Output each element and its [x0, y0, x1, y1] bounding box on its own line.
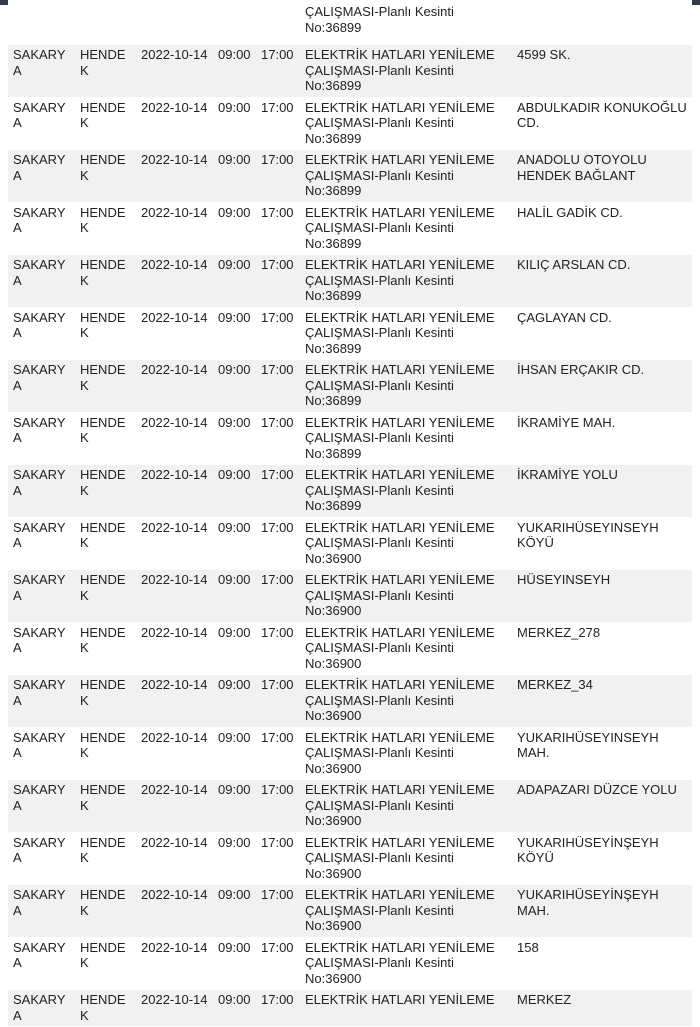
cell-tarih: 2022-10-14	[136, 623, 213, 676]
table-row	[8, 255, 692, 308]
cell-bitis: 17:00	[256, 98, 300, 151]
cell-il: SAKARYA	[8, 45, 75, 98]
cell-baslangic: 09:00	[213, 623, 256, 676]
cell-yer: YUKARIHÜSEYINSEYH MAH.	[512, 728, 692, 781]
cell-baslangic: 09:00	[213, 413, 256, 466]
cell-aciklama	[300, 0, 512, 45]
table-row	[8, 203, 692, 256]
cell-il: SAKARYA	[8, 518, 75, 571]
cell-aciklama	[300, 360, 512, 413]
cell-il: SAKARYA	[8, 98, 75, 151]
cell-ilce: HENDEK	[75, 203, 136, 256]
description-line: ELEKTRİK HATLARI YENİLEME	[305, 257, 495, 272]
description-line: ELEKTRİK HATLARI YENİLEME	[305, 677, 495, 692]
description-line: ELEKTRİK HATLARI YENİLEME	[305, 309, 495, 325]
description-line: ELEKTRİK HATLARI YENİLEME	[305, 414, 495, 430]
cell-aciklama	[300, 45, 512, 98]
description-line: ÇALIŞMASI-Planlı Kesinti	[305, 797, 454, 813]
table-row	[8, 938, 692, 991]
cell-aciklama	[300, 938, 512, 991]
cell-tarih: 2022-10-14	[136, 255, 213, 308]
description-line: ÇALIŞMASI-Planlı Kesinti	[305, 167, 454, 183]
description-line: ELEKTRİK HATLARI YENİLEME	[305, 467, 495, 482]
cell-yer: İKRAMİYE YOLU	[512, 465, 692, 518]
cell-yer: İKRAMİYE MAH.	[512, 413, 692, 466]
description-line: ÇALIŞMASI-Planlı Kesinti	[305, 220, 454, 235]
description-line: No:36900	[305, 760, 362, 776]
description-line: ÇALIŞMASI-Planlı Kesinti	[305, 430, 454, 445]
table-row	[8, 833, 692, 886]
cell-il: SAKARYA	[8, 413, 75, 466]
cell-il: SAKARYA	[8, 675, 75, 728]
cell-ilce: HENDEK	[75, 255, 136, 308]
description-line: ÇALIŞMASI-Planlı Kesinti	[305, 482, 454, 498]
cell-yer: 158	[512, 938, 692, 991]
cell-tarih: 2022-10-14	[136, 780, 213, 833]
table-row	[8, 675, 692, 728]
cell-tarih: 2022-10-14	[136, 98, 213, 151]
description-line: No:36900	[305, 813, 362, 828]
outage-table-body	[8, 0, 692, 1027]
cell-ilce: HENDEK	[75, 518, 136, 571]
table-row	[8, 780, 692, 833]
cell-baslangic	[213, 0, 256, 45]
cell-tarih: 2022-10-14	[136, 675, 213, 728]
description-line: ELEKTRİK HATLARI YENİLEME	[305, 99, 495, 115]
cell-bitis: 17:00	[256, 675, 300, 728]
cell-ilce: HENDEK	[75, 728, 136, 781]
cell-il: SAKARYA	[8, 203, 75, 256]
cell-tarih: 2022-10-14	[136, 45, 213, 98]
cell-ilce: HENDEK	[75, 833, 136, 886]
table-row	[8, 990, 692, 1027]
cell-aciklama	[300, 728, 512, 781]
table-row	[8, 98, 692, 151]
cell-il	[8, 0, 75, 45]
cell-baslangic: 09:00	[213, 780, 256, 833]
description-line: ÇALIŞMASI-Planlı Kesinti	[305, 850, 454, 865]
cell-aciklama	[300, 885, 512, 938]
description-line: ELEKTRİK HATLARI YENİLEME	[305, 572, 495, 587]
cell-aciklama	[300, 98, 512, 151]
cell-yer: YUKARIHÜSEYINSEYH KÖYÜ	[512, 518, 692, 571]
cell-tarih: 2022-10-14	[136, 833, 213, 886]
cell-baslangic: 09:00	[213, 570, 256, 623]
cell-bitis: 17:00	[256, 623, 300, 676]
cell-bitis: 17:00	[256, 413, 300, 466]
cell-baslangic: 09:00	[213, 360, 256, 413]
cell-yer: KILIÇ ARSLAN CD.	[512, 255, 692, 308]
cell-il: SAKARYA	[8, 780, 75, 833]
cell-aciklama	[300, 780, 512, 833]
description-line: ELEKTRİK HATLARI YENİLEME	[305, 992, 495, 1007]
cell-tarih	[136, 0, 213, 45]
cell-il: SAKARYA	[8, 150, 75, 203]
table-row	[8, 308, 692, 361]
table-row	[8, 623, 692, 676]
description-line: ÇALIŞMASI-Planlı Kesinti	[305, 640, 454, 655]
cell-ilce: HENDEK	[75, 45, 136, 98]
cell-baslangic: 09:00	[213, 885, 256, 938]
description-line: ELEKTRİK HATLARI YENİLEME	[305, 729, 495, 745]
cell-il: SAKARYA	[8, 255, 75, 308]
cell-il: SAKARYA	[8, 990, 75, 1027]
description-line: No:36899	[305, 78, 362, 93]
table-row	[8, 518, 692, 571]
cell-baslangic: 09:00	[213, 45, 256, 98]
description-line: ELEKTRİK HATLARI YENİLEME	[305, 152, 495, 167]
cell-bitis: 17:00	[256, 360, 300, 413]
cell-baslangic: 09:00	[213, 255, 256, 308]
cell-baslangic: 09:00	[213, 990, 256, 1027]
description-line: ELEKTRİK HATLARI YENİLEME	[305, 624, 495, 640]
cell-tarih: 2022-10-14	[136, 203, 213, 256]
description-line: ÇALIŞMASI-Planlı Kesinti	[305, 4, 454, 19]
cell-aciklama	[300, 465, 512, 518]
description-line: ELEKTRİK HATLARI YENİLEME	[305, 939, 495, 955]
cell-aciklama	[300, 675, 512, 728]
cell-aciklama	[300, 623, 512, 676]
cell-tarih: 2022-10-14	[136, 570, 213, 623]
cell-il: SAKARYA	[8, 465, 75, 518]
cell-baslangic: 09:00	[213, 308, 256, 361]
cell-bitis: 17:00	[256, 308, 300, 361]
cell-aciklama	[300, 413, 512, 466]
cell-aciklama	[300, 203, 512, 256]
description-line: ÇALIŞMASI-Planlı Kesinti	[305, 115, 454, 130]
table-row	[8, 360, 692, 413]
description-line: No:36900	[305, 708, 362, 723]
cell-baslangic: 09:00	[213, 518, 256, 571]
cell-baslangic: 09:00	[213, 98, 256, 151]
description-line: ELEKTRİK HATLARI YENİLEME	[305, 519, 495, 535]
description-line: No:36900	[305, 865, 362, 881]
table-row	[8, 413, 692, 466]
description-line: No:36899	[305, 393, 362, 408]
cell-yer: HÜSEYINSEYH	[512, 570, 692, 623]
cell-ilce: HENDEK	[75, 990, 136, 1027]
cell-aciklama	[300, 255, 512, 308]
description-line: ÇALIŞMASI-Planlı Kesinti	[305, 587, 454, 603]
cell-aciklama	[300, 518, 512, 571]
description-line: No:36900	[305, 918, 362, 933]
description-line: ÇALIŞMASI-Planlı Kesinti	[305, 535, 454, 550]
cell-il: SAKARYA	[8, 885, 75, 938]
cell-yer: ADAPAZARI DÜZCE YOLU	[512, 780, 692, 833]
cell-ilce: HENDEK	[75, 150, 136, 203]
description-line: ÇALIŞMASI-Planlı Kesinti	[305, 272, 454, 288]
cell-yer: ABDULKADIR KONUKOĞLU CD.	[512, 98, 692, 151]
description-line: ÇALIŞMASI-Planlı Kesinti	[305, 62, 454, 78]
description-line: ÇALIŞMASI-Planlı Kesinti	[305, 955, 454, 970]
cell-il: SAKARYA	[8, 623, 75, 676]
outage-table-container	[8, 0, 692, 1027]
cell-tarih: 2022-10-14	[136, 990, 213, 1027]
cell-ilce: HENDEK	[75, 938, 136, 991]
description-line: No:36899	[305, 340, 362, 356]
cell-baslangic: 09:00	[213, 675, 256, 728]
cell-tarih: 2022-10-14	[136, 518, 213, 571]
cell-aciklama	[300, 570, 512, 623]
cell-aciklama	[300, 308, 512, 361]
cell-yer: HALİL GADİK CD.	[512, 203, 692, 256]
description-line: No:36899	[305, 130, 362, 146]
cell-baslangic: 09:00	[213, 728, 256, 781]
description-line: No:36899	[305, 183, 362, 198]
cell-tarih: 2022-10-14	[136, 360, 213, 413]
description-line: No:36900	[305, 550, 362, 566]
cell-ilce: HENDEK	[75, 780, 136, 833]
table-row-partial	[8, 0, 692, 45]
cell-il: SAKARYA	[8, 360, 75, 413]
cell-tarih: 2022-10-14	[136, 885, 213, 938]
cell-bitis: 17:00	[256, 45, 300, 98]
cell-yer: 4599 SK.	[512, 45, 692, 98]
cell-bitis: 17:00	[256, 518, 300, 571]
cell-il: SAKARYA	[8, 728, 75, 781]
description-line: No:36900	[305, 970, 362, 986]
description-line: ELEKTRİK HATLARI YENİLEME	[305, 834, 495, 850]
cell-ilce: HENDEK	[75, 308, 136, 361]
table-row	[8, 570, 692, 623]
cell-bitis: 17:00	[256, 203, 300, 256]
description-line: ÇALIŞMASI-Planlı Kesinti	[305, 377, 454, 393]
cell-ilce: HENDEK	[75, 465, 136, 518]
cell-ilce: HENDEK	[75, 413, 136, 466]
cell-il: SAKARYA	[8, 308, 75, 361]
description-line: No:36899	[305, 19, 362, 35]
table-row	[8, 150, 692, 203]
cell-aciklama	[300, 150, 512, 203]
cell-bitis: 17:00	[256, 990, 300, 1027]
cell-yer	[512, 0, 692, 45]
cell-tarih: 2022-10-14	[136, 308, 213, 361]
table-row	[8, 45, 692, 98]
description-line: No:36899	[305, 235, 362, 251]
cell-bitis: 17:00	[256, 465, 300, 518]
cell-ilce: HENDEK	[75, 570, 136, 623]
description-line: No:36900	[305, 603, 362, 618]
cell-baslangic: 09:00	[213, 938, 256, 991]
cell-baslangic: 09:00	[213, 833, 256, 886]
description-line: ELEKTRİK HATLARI YENİLEME	[305, 204, 495, 220]
cell-il: SAKARYA	[8, 938, 75, 991]
cell-ilce: HENDEK	[75, 675, 136, 728]
cell-tarih: 2022-10-14	[136, 728, 213, 781]
description-line: No:36899	[305, 498, 362, 513]
cell-bitis	[256, 0, 300, 45]
cell-tarih: 2022-10-14	[136, 465, 213, 518]
description-line: ÇALIŞMASI-Planlı Kesinti	[305, 325, 454, 340]
cell-ilce: HENDEK	[75, 360, 136, 413]
cell-bitis: 17:00	[256, 833, 300, 886]
description-line: No:36899	[305, 445, 362, 461]
cell-yer: MERKEZ	[512, 990, 692, 1027]
cell-aciklama	[300, 990, 512, 1027]
description-line: ELEKTRİK HATLARI YENİLEME	[305, 362, 495, 377]
table-row	[8, 465, 692, 518]
cell-bitis: 17:00	[256, 938, 300, 991]
cell-yer: İHSAN ERÇAKIR CD.	[512, 360, 692, 413]
cell-ilce	[75, 0, 136, 45]
outage-table	[8, 0, 692, 1027]
cell-ilce: HENDEK	[75, 98, 136, 151]
cell-bitis: 17:00	[256, 885, 300, 938]
cell-aciklama	[300, 833, 512, 886]
cell-il: SAKARYA	[8, 833, 75, 886]
cell-yer: YUKARIHÜSEYİNŞEYH KÖYÜ	[512, 833, 692, 886]
cell-bitis: 17:00	[256, 728, 300, 781]
cell-tarih: 2022-10-14	[136, 938, 213, 991]
description-line: No:36900	[305, 655, 362, 671]
table-row	[8, 728, 692, 781]
cell-baslangic: 09:00	[213, 465, 256, 518]
description-line: No:36899	[305, 288, 362, 303]
cell-bitis: 17:00	[256, 780, 300, 833]
cell-baslangic: 09:00	[213, 203, 256, 256]
table-row	[8, 885, 692, 938]
cell-bitis: 17:00	[256, 570, 300, 623]
description-line: ÇALIŞMASI-Planlı Kesinti	[305, 692, 454, 708]
description-line: ELEKTRİK HATLARI YENİLEME	[305, 782, 495, 797]
cell-bitis: 17:00	[256, 150, 300, 203]
cell-baslangic: 09:00	[213, 150, 256, 203]
cell-ilce: HENDEK	[75, 885, 136, 938]
cell-yer: YUKARIHÜSEYİNŞEYH MAH.	[512, 885, 692, 938]
cell-yer: ÇAGLAYAN CD.	[512, 308, 692, 361]
cell-yer: ANADOLU OTOYOLU HENDEK BAĞLANT	[512, 150, 692, 203]
description-line: ÇALIŞMASI-Planlı Kesinti	[305, 745, 454, 760]
cell-yer: MERKEZ_278	[512, 623, 692, 676]
description-line: ELEKTRİK HATLARI YENİLEME	[305, 47, 495, 62]
cell-ilce: HENDEK	[75, 623, 136, 676]
cell-bitis: 17:00	[256, 255, 300, 308]
description-line: ÇALIŞMASI-Planlı Kesinti	[305, 902, 454, 918]
cell-il: SAKARYA	[8, 570, 75, 623]
cell-yer: MERKEZ_34	[512, 675, 692, 728]
cell-tarih: 2022-10-14	[136, 150, 213, 203]
description-line: ELEKTRİK HATLARI YENİLEME	[305, 887, 495, 902]
cell-tarih: 2022-10-14	[136, 413, 213, 466]
